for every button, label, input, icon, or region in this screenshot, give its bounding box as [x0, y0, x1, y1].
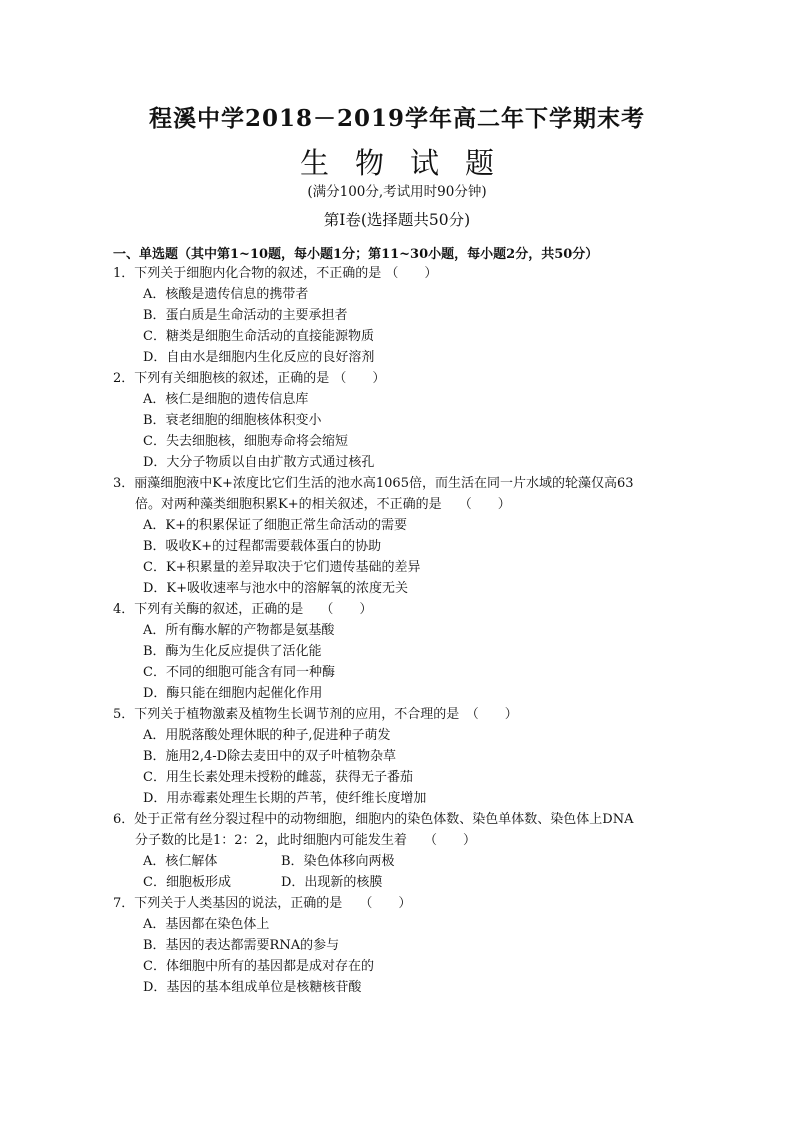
option-a: A．核仁解体 — [143, 854, 218, 869]
option-b: B．蛋白质是生命活动的主要承担者 — [143, 308, 348, 323]
option-c: C．糖类是细胞生命活动的直接能源物质 — [143, 329, 374, 344]
option-c: C．不同的细胞可能含有同一种酶 — [143, 665, 335, 680]
option-a: A．核酸是遗传信息的携带者 — [143, 287, 309, 302]
question-stem: 5．下列关于植物激素及植物生长调节剂的应用，不合理的是 （ ） — [113, 707, 518, 722]
option-d: D．酶只能在细胞内起催化作用 — [143, 686, 323, 701]
option-d: D．大分子物质以自由扩散方式通过核孔 — [143, 455, 375, 470]
option-b: B．酶为生化反应提供了活化能 — [143, 644, 322, 659]
question-5 — [113, 704, 693, 809]
option-c: C．失去细胞核，细胞寿命将会缩短 — [143, 434, 348, 449]
question-stem-continued: 分子数的比是1：2：2，此时细胞内可能发生着 （ ） — [135, 833, 476, 848]
section-heading: 一、单选题（其中第1~10题，每小题1分；第11~30小题，每小题2分，共50分） — [113, 247, 599, 262]
option-c: C．体细胞中所有的基因都是成对存在的 — [143, 959, 374, 974]
option-a: A．K+的积累保证了细胞正常生命活动的需要 — [143, 518, 407, 533]
question-stem: 3．丽藻细胞液中K+浓度比它们生活的池水高1065倍，而生活在同一片水域的轮藻仅高63 — [113, 476, 634, 491]
exam-subject: 生物试题 — [299, 146, 520, 180]
option-d: D．K+吸收速率与池水中的溶解氧的浓度无关 — [143, 581, 409, 596]
option-a: A．核仁是细胞的遗传信息库 — [143, 392, 309, 407]
option-d: D．基因的基本组成单位是核糖核苷酸 — [143, 980, 362, 995]
question-2 — [113, 368, 693, 473]
question-1 — [113, 263, 693, 368]
question-stem: 4．下列有关酶的叙述，正确的是 （ ） — [113, 602, 373, 617]
option-b: B．吸收K+的过程都需要载体蛋白的协助 — [143, 539, 382, 554]
question-4 — [113, 599, 693, 704]
option-c: C．用生长素处理未授粉的雌蕊，获得无子番茄 — [143, 770, 413, 785]
option-b: B．基因的表达都需要RNA的参与 — [143, 938, 340, 953]
option-a: A．用脱落酸处理休眠的种子,促进种子萌发 — [143, 728, 391, 743]
option-a: A．基因都在染色体上 — [143, 917, 270, 932]
question-stem: 7．下列关于人类基因的说法，正确的是 （ ） — [113, 896, 412, 911]
option-row — [113, 872, 693, 893]
question-3 — [113, 473, 693, 599]
question-stem: 1．下列关于细胞内化合物的叙述，不正确的是 （ ） — [113, 266, 438, 281]
option-b: B．衰老细胞的细胞核体积变小 — [143, 413, 322, 428]
option-d: D．出现新的核膜 — [281, 875, 383, 890]
option-row — [113, 851, 693, 872]
option-c: C．细胞板形成 — [143, 875, 231, 890]
exam-note: (满分100分,考试用时90分钟) — [307, 184, 487, 200]
option-d: D．用赤霉素处理生长期的芦苇，使纤维长度增加 — [143, 791, 427, 806]
option-b: B．染色体移向两极 — [281, 854, 395, 869]
option-a: A．所有酶水解的产物都是氨基酸 — [143, 623, 335, 638]
question-6 — [113, 809, 693, 893]
question-stem-continued: 倍。对两种藻类细胞积累K+的相关叙述，不正确的是 （ ） — [135, 497, 511, 512]
option-d: D．自由水是细胞内生化反应的良好溶剂 — [143, 350, 375, 365]
part-heading: 第Ⅰ卷(选择题共50分) — [323, 211, 471, 229]
exam-title: 程溪中学2018－2019学年高二年下学期末考 — [148, 105, 646, 132]
question-list — [113, 263, 693, 998]
question-stem: 2．下列有关细胞核的叙述，正确的是 （ ） — [113, 371, 386, 386]
question-stem: 6．处于正常有丝分裂过程中的动物细胞，细胞内的染色体数、染色单体数、染色体上DNA — [113, 812, 634, 827]
option-c: C．K+积累量的差异取决于它们遗传基础的差异 — [143, 560, 421, 575]
option-b: B．施用2,4-D除去麦田中的双子叶植物杂草 — [143, 749, 397, 764]
question-7 — [113, 893, 693, 998]
